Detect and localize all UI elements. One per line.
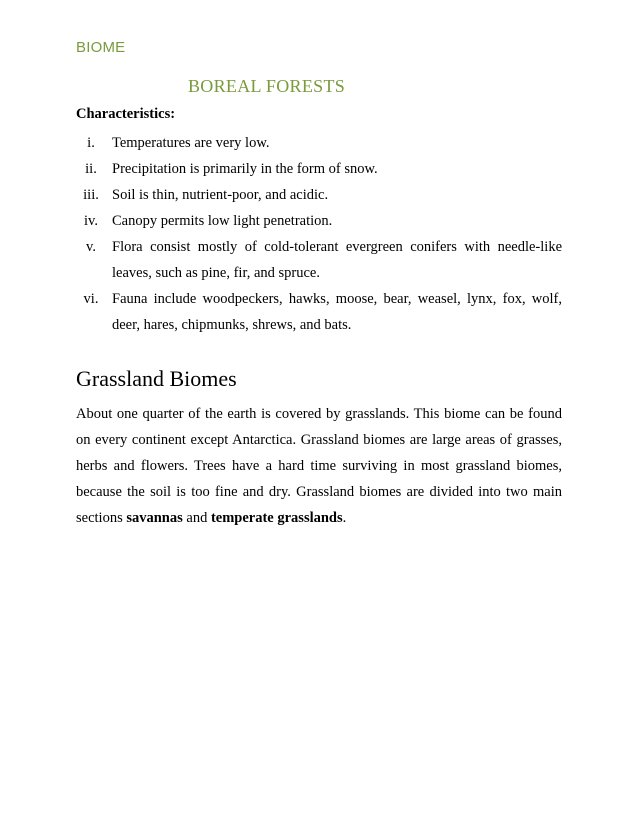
characteristics-list	[76, 130, 562, 338]
list-item-number: i.	[87, 135, 95, 151]
list-item-text: Fauna include woodpeckers, hawks, moose, bear, weasel, lynx, fox, wolf, deer, hares, chipmunks, shrews, and bats.	[112, 291, 562, 333]
list-item-number: iii.	[83, 187, 99, 203]
list-item-text: Flora consist mostly of cold-tolerant evergreen conifers with needle-like leaves, such as pine, fir, and spruce.	[112, 239, 562, 281]
list-item	[76, 208, 562, 234]
characteristics-heading: Characteristics:	[76, 106, 176, 122]
list-item	[76, 182, 562, 208]
grassland-paragraph	[76, 401, 562, 531]
list-item-number: iv.	[84, 213, 98, 229]
list-item-number: ii.	[85, 161, 97, 177]
list-item-text: Temperatures are very low.	[112, 135, 270, 151]
list-item-number: vi.	[83, 291, 99, 307]
list-item	[76, 156, 562, 182]
paragraph-end: .	[342, 510, 347, 526]
list-item-number: v.	[86, 239, 96, 255]
page-header: BIOME	[76, 39, 126, 56]
bold-term-savannas: savannas	[126, 510, 183, 526]
list-item-text: Soil is thin, nutrient-poor, and acidic.	[112, 187, 329, 203]
list-item	[76, 130, 562, 156]
list-item	[76, 234, 562, 286]
paragraph-conjunction: and	[182, 510, 211, 526]
list-item-text: Canopy permits low light penetration.	[112, 213, 333, 229]
list-item-text: Precipitation is primarily in the form of snow.	[112, 161, 378, 177]
paragraph-text: About one quarter of the earth is covered by grasslands. This biome can be found on every continent except Antarctica. Grassland biomes are large areas of grasses, herbs and flowers. Trees have a hard time surviving in most grassland biomes, because the soil is too fine and dry. Grassland biomes are divided into two main sections	[76, 406, 562, 526]
section-title: BOREAL FORESTS	[188, 76, 346, 96]
grassland-heading: Grassland Biomes	[76, 366, 237, 391]
list-item	[76, 286, 562, 338]
bold-term-temperate-grasslands: temperate grasslands	[210, 510, 343, 526]
